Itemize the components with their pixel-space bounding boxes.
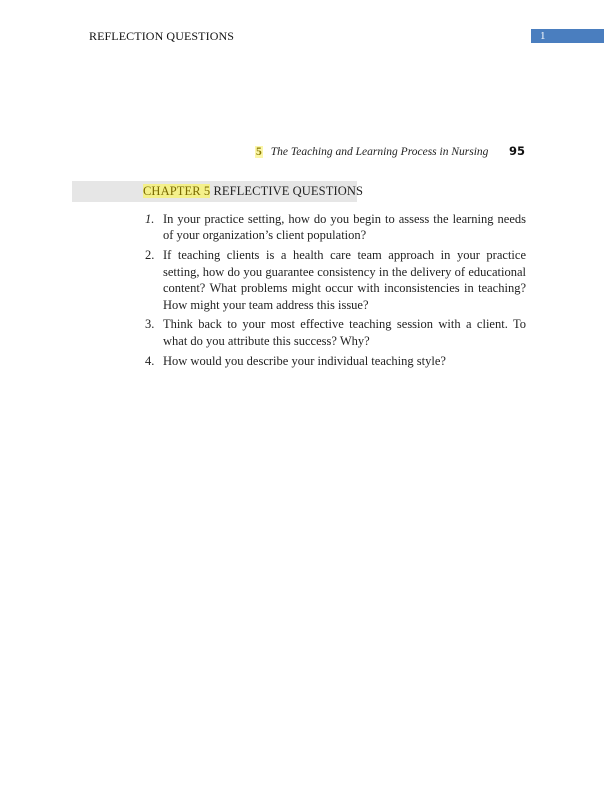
book-page-number: 95 (508, 144, 525, 158)
question-item (145, 211, 526, 244)
question-text: In your practice setting, how do you begin to assess the learning needs of your organization’s client population? (163, 212, 526, 243)
question-number: 3. (145, 317, 155, 332)
section-title (143, 184, 363, 199)
question-list (145, 211, 526, 373)
running-header-title: REFLECTION QUESTIONS (89, 29, 234, 43)
question-number: 4. (145, 353, 155, 368)
question-number: 2. (145, 248, 155, 263)
book-page-header (255, 144, 525, 158)
section-title-rest: REFLECTIVE QUESTIONS (210, 184, 364, 198)
question-text: Think back to your most effective teaching session with a client. To what do you attribute this success? Why? (163, 317, 526, 348)
question-text: How would you describe your individual teaching style? (163, 353, 446, 368)
book-chapter-number: 5 (256, 146, 262, 158)
question-item (145, 316, 526, 349)
question-item (145, 353, 526, 369)
book-chapter-title: The Teaching and Learning Process in Nursing (270, 146, 489, 158)
page-number-box (531, 29, 604, 43)
section-title-highlight: CHAPTER 5 (143, 184, 211, 198)
question-number: 1. (145, 212, 155, 226)
question-text: If teaching clients is a health care team approach in your practice setting, how do you guarantee consistency in the delivery of educational content? What problems might occur with inconsistencies in teaching? How might your team address this issue? (163, 248, 526, 312)
question-item (145, 247, 526, 313)
page-number: 1 (540, 30, 546, 42)
